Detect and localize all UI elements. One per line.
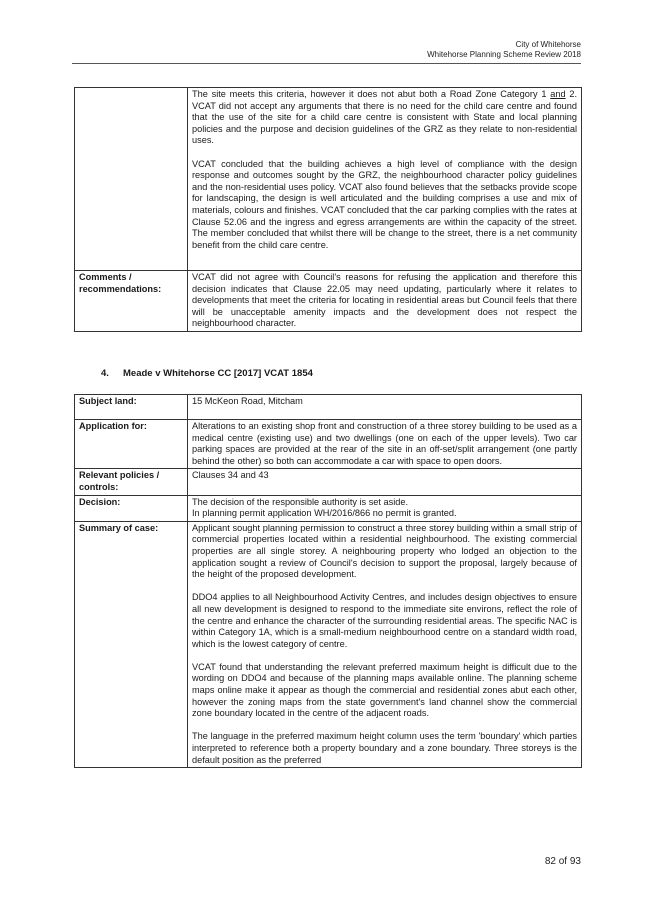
table-row	[75, 420, 582, 469]
table-row	[75, 395, 582, 420]
summary-paragraph	[192, 89, 577, 147]
section-number: 4.	[101, 368, 109, 379]
decision-value	[188, 495, 582, 521]
decision-line: In planning permit application WH/2016/866 no permit is granted.	[192, 508, 457, 519]
header-org: City of Whitehorse	[515, 40, 581, 49]
subject-land-label: Subject land:	[75, 395, 188, 420]
case-table-continued	[74, 87, 582, 332]
header-doc-title: Whitehorse Planning Scheme Review 2018	[427, 50, 581, 59]
policies-label: Relevant policies / controls:	[75, 469, 188, 495]
section-title: Meade v Whitehorse CC [2017] VCAT 1854	[123, 368, 313, 379]
subject-land-value: 15 McKeon Road, Mitcham	[188, 395, 582, 420]
policies-value: Clauses 34 and 43	[188, 469, 582, 495]
page-number: 82 of 93	[544, 856, 581, 867]
table-row	[75, 495, 582, 521]
comments-value: VCAT did not agree with Council's reasons for refusing the application and therefore this decision indicates that Clause 22.05 may need updating, particularly where it relates to developments that meet the criteria for locating in residential areas but Council feels that there will be unacceptable amenity impacts and the development does not respect the neighbourhood character.	[188, 271, 582, 332]
table-row	[75, 88, 582, 271]
section-heading	[101, 368, 313, 379]
summary-paragraph: The language in the preferred maximum height column uses the term 'boundary' which parties interpreted to reference both a property boundary and a zone boundary. Three storeys is the default position as the preferred	[192, 731, 577, 765]
application-label: Application for:	[75, 420, 188, 469]
row-label-empty	[75, 88, 188, 271]
application-value: Alterations to an existing shop front and construction of a three storey building to be used as a medical centre (existing use) and two dwellings (one on each of the upper levels). Two car parking spaces are provided at the rear of the site in an off-set/split arrangement (one partly behind the other) so both can accommodate a car with space to open doors.	[188, 420, 582, 469]
page-header	[427, 40, 581, 60]
summary-paragraph: VCAT found that understanding the relevant preferred maximum height is difficult due to the wording on DDO4 and because of the planning maps available online. The planning scheme maps online make it appear as though the commercial and residential zones abut each other, however the zoning maps from the state government's land channel show the commercial zone boundary located in the centre of the adjacent roads.	[192, 661, 577, 719]
text-run: 2. VCAT did not accept any arguments that there is no need for the child care centre and found that the use of the site for a child care centre is consistent with State and local planning policies and the purpose and decision guidelines of the GRZ as they relate to non-residential uses.	[192, 89, 578, 146]
comments-label: Comments / recommendations:	[75, 271, 188, 332]
summary-value	[188, 521, 582, 767]
text-run: The site meets this criteria, however it does not abut both a Road Zone Category 1	[192, 89, 551, 99]
table-row	[75, 521, 582, 767]
summary-cell	[188, 88, 582, 271]
decision-label: Decision:	[75, 495, 188, 521]
case-table	[74, 394, 582, 768]
decision-line: The decision of the responsible authority is set aside.	[192, 496, 409, 507]
summary-label: Summary of case:	[75, 521, 188, 767]
summary-paragraph: DDO4 applies to all Neighbourhood Activity Centres, and includes design objectives to ensure all new development is designed to respond to the immediate site environs, reflect the role of the centre and enhance the character of the surrounding residential areas. The specific NAC is within Category 1A, which is a small-medium neighbourhood centre on a standard width road, which is the lowest category of centre.	[192, 592, 577, 649]
table-row	[75, 271, 582, 332]
summary-paragraph: Applicant sought planning permission to construct a three storey building within a small strip of commercial properties located within a residential neighbourhood. The existing commercial properties are all single storey. A neighbouring property who lodged an objection to the application sought a review of Council's decision to support the proposal, largely because of the height of the proposed development.	[192, 522, 577, 580]
table-row	[75, 469, 582, 495]
header-divider	[72, 63, 581, 64]
underlined-text: and	[550, 89, 566, 99]
summary-paragraph: VCAT concluded that the building achieves a high level of compliance with the design response and outcomes sought by the GRZ, the neighbourhood character policy guidelines and the non-residential uses policy. VCAT also found believes that the setbacks provide scope for landscaping, the design is well articulated and the building comprises a use and mix of materials, colours and finishes. VCAT concluded that the car parking complies with the rates at Clause 52.06 and the ingress and egress arrangements are within the capacity of the street. The member concluded that whilst there will be change to the street, there is a net community benefit from the child care centre.	[192, 158, 577, 250]
